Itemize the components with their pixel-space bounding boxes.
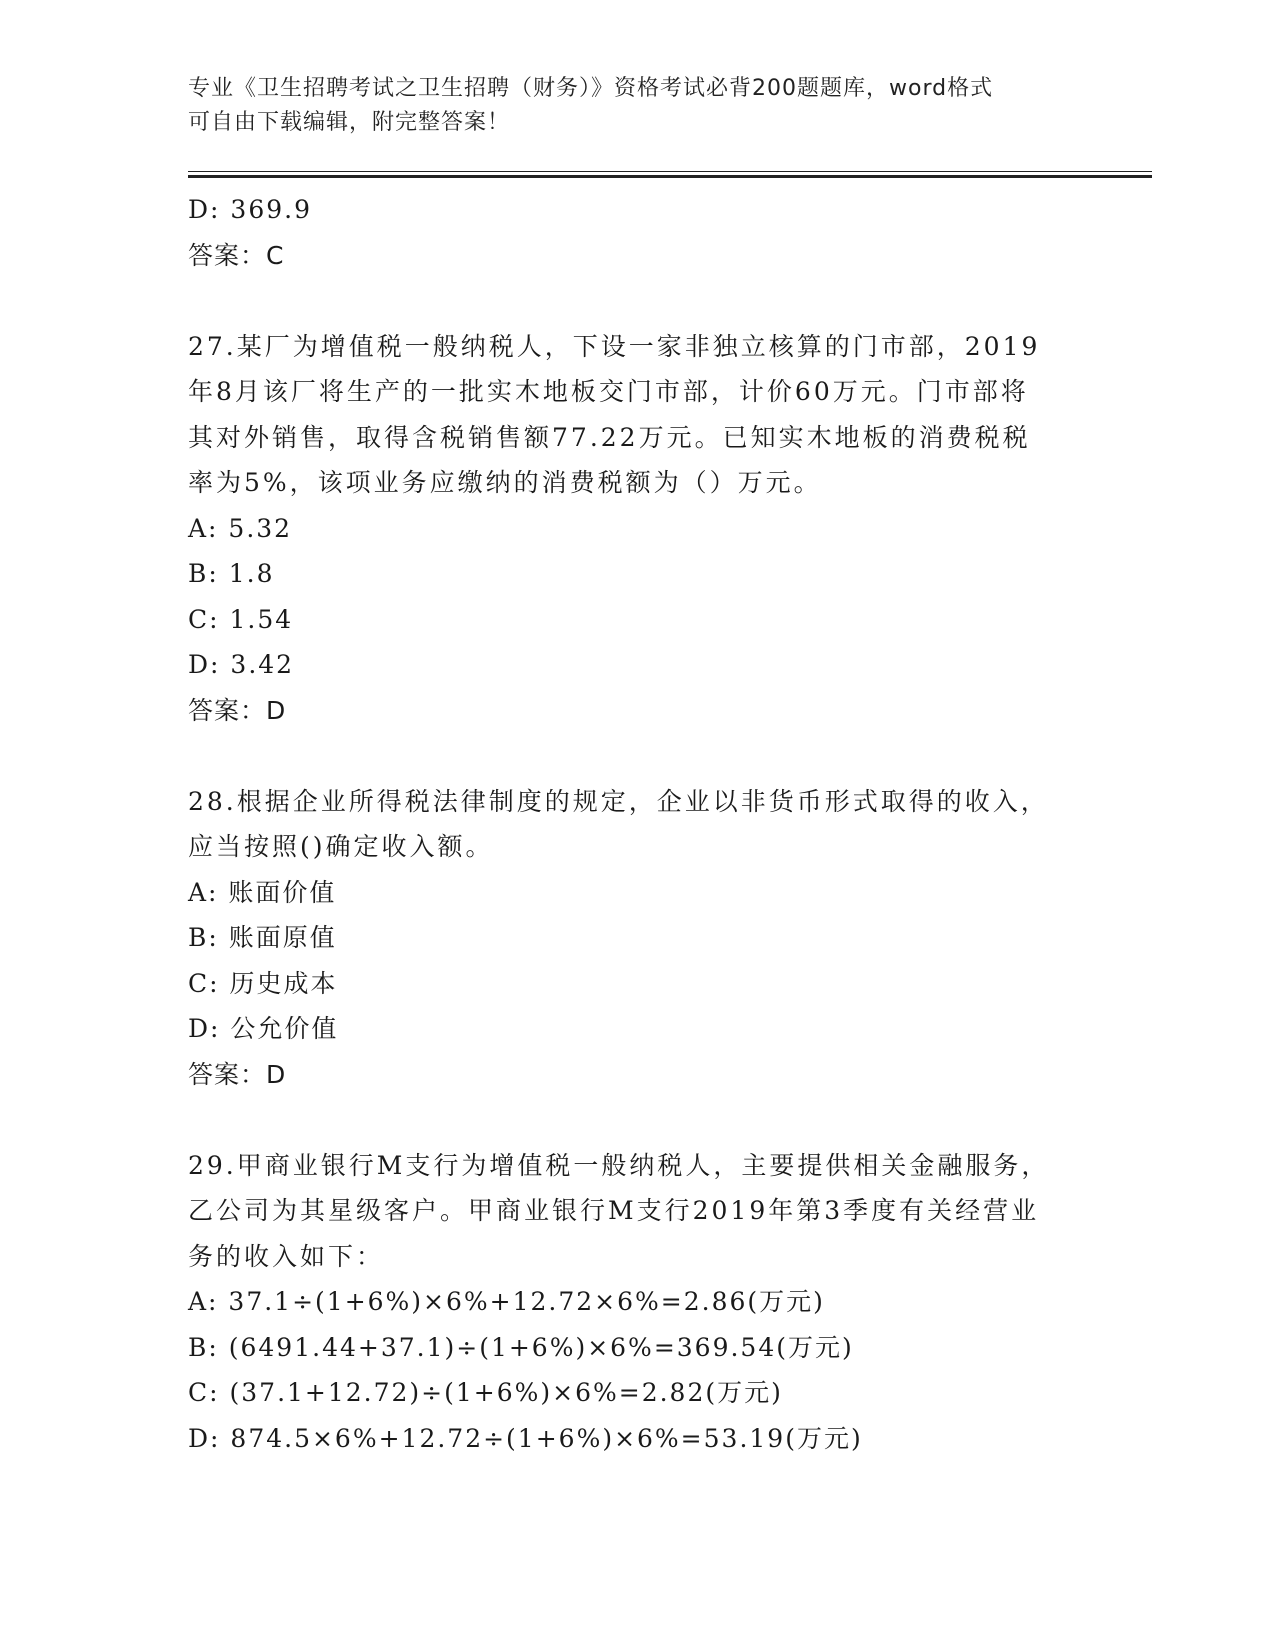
option-a: A: 37.1÷(1+6%)×6%+12.72×6%=2.86(万元) bbox=[188, 1287, 825, 1316]
spacer bbox=[188, 278, 1088, 324]
question-stem-line: 28.根据企业所得税法律制度的规定，企业以非货币形式取得的收入， bbox=[188, 786, 1049, 816]
header-rule-thick bbox=[188, 175, 1152, 178]
option-d: D: 874.5×6%+12.72÷(1+6%)×6%=53.19(万元) bbox=[188, 1423, 863, 1453]
option-a: A: 5.32 bbox=[188, 513, 293, 543]
header-line-2: 可自由下载编辑，附完整答案！ bbox=[188, 110, 511, 135]
question-stem-line: 29.甲商业银行M支行为增值税一般纳税人，主要提供相关金融服务， bbox=[188, 1150, 1050, 1180]
question-stem-line: 率为5%，该项业务应缴纳的消费税额为（）万元。 bbox=[188, 468, 822, 497]
question-stem-line: 27.某厂为增值税一般纳税人，下设一家非独立核算的门市部，2019 bbox=[188, 331, 1041, 361]
answer-label: 答案：D bbox=[188, 1059, 287, 1089]
answer-label: 答案：C bbox=[188, 240, 285, 270]
option-d: D: 369.9 bbox=[188, 195, 312, 224]
header-rule-thin bbox=[188, 171, 1152, 172]
header-line-1: 专业《卫生招聘考试之卫生招聘（财务）》资格考试必背200题题库，word格式 bbox=[188, 76, 994, 101]
option-d: D: 3.42 bbox=[188, 650, 295, 679]
question-29-stem bbox=[188, 1143, 1088, 1280]
option-a: A: 账面价值 bbox=[188, 877, 337, 907]
document-header bbox=[188, 72, 1068, 140]
spacer bbox=[188, 1097, 1088, 1143]
question-28-stem bbox=[188, 779, 1088, 870]
document-body bbox=[188, 187, 1088, 1461]
option-b: B: 账面原值 bbox=[188, 923, 337, 952]
option-b: B: 1.8 bbox=[188, 559, 275, 588]
answer-label: 答案：D bbox=[188, 695, 287, 725]
option-c: C: 历史成本 bbox=[188, 968, 338, 998]
question-stem-line: 乙公司为其星级客户。甲商业银行M支行2019年第3季度有关经营业 bbox=[188, 1196, 1040, 1225]
option-c: C: 1.54 bbox=[188, 604, 294, 634]
question-27-stem bbox=[188, 324, 1088, 506]
question-stem-line: 年8月该厂将生产的一批实木地板交门市部，计价60万元。门市部将 bbox=[188, 377, 1029, 406]
option-c: C: (37.1+12.72)÷(1+6%)×6%=2.82(万元) bbox=[188, 1378, 783, 1407]
question-stem-line: 应当按照()确定收入额。 bbox=[188, 832, 494, 861]
question-stem-line: 其对外销售，取得含税销售额77.22万元。已知实木地板的消费税税 bbox=[188, 422, 1031, 452]
spacer bbox=[188, 733, 1088, 779]
option-d: D: 公允价值 bbox=[188, 1014, 339, 1043]
option-b: B: (6491.44+37.1)÷(1+6%)×6%=369.54(万元) bbox=[188, 1332, 854, 1362]
question-stem-line: 务的收入如下： bbox=[188, 1241, 385, 1271]
